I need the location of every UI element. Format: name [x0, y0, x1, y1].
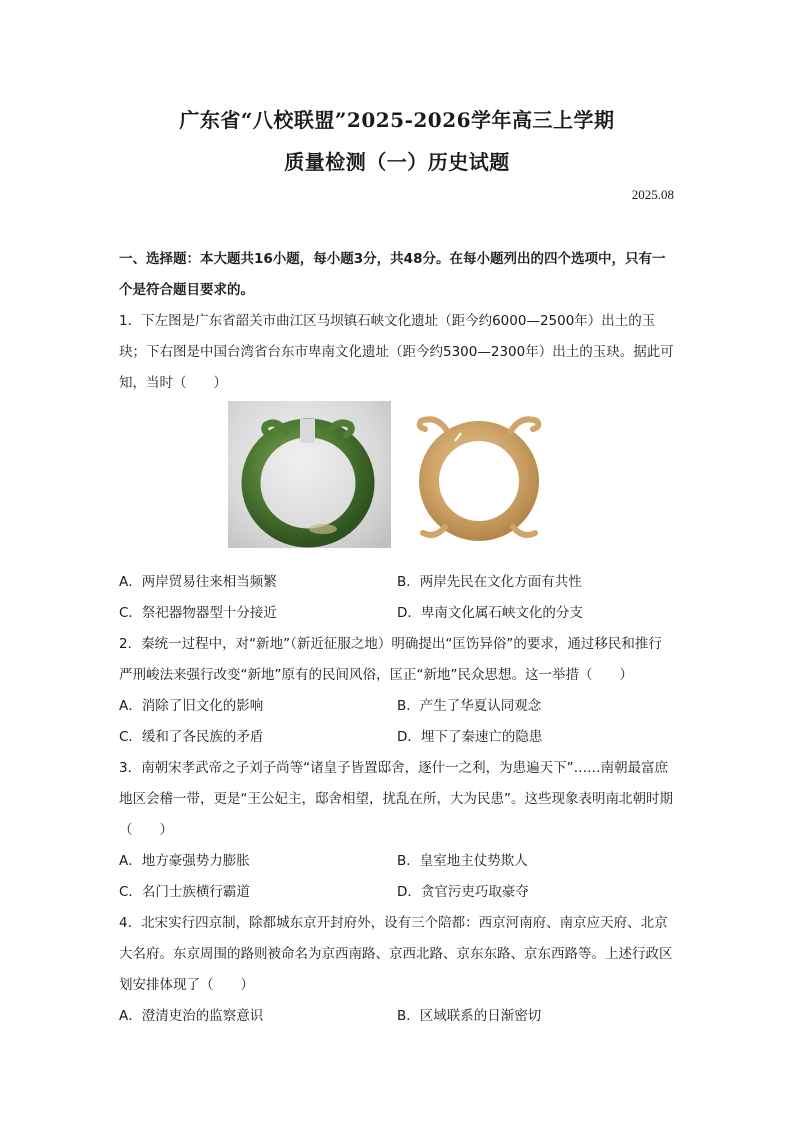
shixia-jade-photo	[228, 401, 391, 548]
exam-title-line1: 广东省“八校联盟”2025-2026学年高三上学期	[179, 108, 615, 132]
option-b: B．区域联系的日渐密切	[397, 1008, 542, 1024]
option-a: A．澄清吏治的监察意识	[119, 1008, 264, 1024]
exam-title-line2: 质量检测（一）历史试题	[284, 150, 510, 174]
section-heading: 一、选择题：本大题共16小题，每小题3分，共48分。在每小题列出的四个选项中，只有一个是符合题目要求的。	[119, 251, 666, 298]
beinan-jade-photo	[409, 401, 549, 548]
question-options	[119, 1001, 675, 1032]
question-stem: 1．下左图是广东省韶关市曲江区马坝镇石峡文化遗址（距今约6000—2500年）出土的玉玦；下右图是中国台湾省台东市卑南文化遗址（距今约5300—2300年）出土的玉玦。据此可知，当时（ ）	[119, 313, 674, 391]
question-1	[119, 306, 675, 629]
question-4	[119, 908, 675, 1032]
jade-images	[119, 401, 675, 559]
exam-content	[119, 244, 675, 1032]
option-c: C．祭祀器物器型十分接近	[119, 605, 277, 621]
option-a: A．两岸贸易往来相当频繁	[119, 574, 277, 590]
question-options	[119, 567, 675, 629]
option-b: B．两岸先民在文化方面有共性	[397, 574, 582, 590]
option-d: D．卑南文化属石峡文化的分支	[397, 605, 583, 621]
exam-date: 2025.08	[631, 187, 674, 202]
question-stem: 3．南朝宋孝武帝之子刘子尚等“诸皇子皆置邸舍，逐什一之利，为患遍天下”……南朝最富庶地区会稽一带，更是“王公妃主，邸舍相望，扰乱在所，大为民患”。这些现象表明南北朝时期（ ）	[119, 760, 673, 838]
question-stem: 2．秦统一过程中，对“新地”（新近征服之地）明确提出“匡饬异俗”的要求，通过移民和推行严刑峻法来强行改变“新地”原有的民间风俗，匡正“新地”民众思想。这一举措（ ）	[119, 636, 662, 683]
option-d: D．埋下了秦速亡的隐患	[397, 729, 543, 745]
option-a: A．地方豪强势力膨胀	[119, 853, 250, 869]
option-b: B．皇室地主仗势欺人	[397, 853, 528, 869]
option-c: C．缓和了各民族的矛盾	[119, 729, 264, 745]
question-options	[119, 691, 675, 753]
question-2	[119, 629, 675, 753]
question-stem: 4．北宋实行四京制，除都城东京开封府外，设有三个陪都：西京河南府、南京应天府、北京大名府。东京周围的路则被命名为京西南路、京西北路、京东东路、京东西路等。上述行政区划安排体现了（ ）	[119, 915, 673, 993]
option-a: A．消除了旧文化的影响	[119, 698, 264, 714]
option-b: B．产生了华夏认同观念	[397, 698, 542, 714]
question-3	[119, 753, 675, 908]
option-c: C．名门士族横行霸道	[119, 884, 250, 900]
option-d: D．贪官污吏巧取豪夺	[397, 884, 529, 900]
question-options	[119, 846, 675, 908]
